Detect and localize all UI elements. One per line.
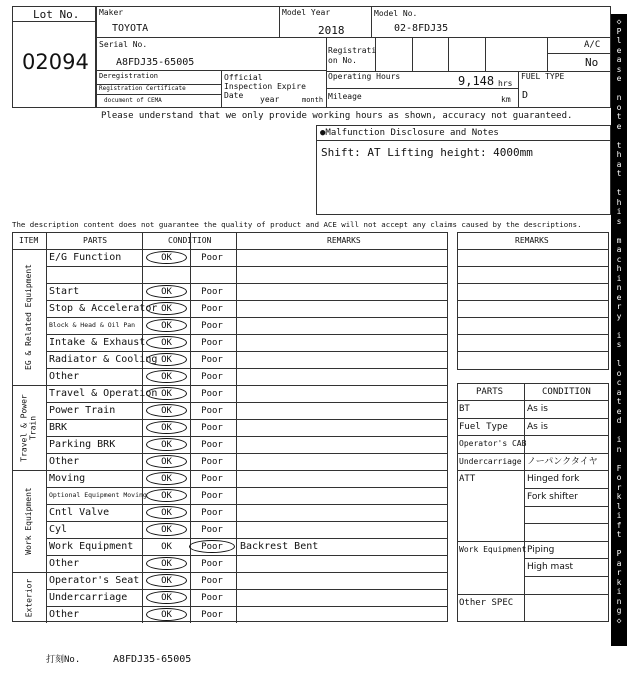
lot-label: Lot No. xyxy=(33,8,80,21)
right-part-label: Operator's CAB xyxy=(459,439,527,449)
sidebar-char: i xyxy=(616,511,622,520)
model-no-label: Model No. xyxy=(374,9,418,18)
sidebar-char: i xyxy=(616,587,622,596)
ok-option[interactable]: OK xyxy=(146,608,187,621)
part-label: Intake & Exhaust xyxy=(49,337,146,348)
sidebar-char: l xyxy=(616,359,622,368)
sidebar-char: a xyxy=(616,245,622,254)
group-label: EG & Related Equipment xyxy=(23,264,33,370)
ok-option[interactable]: OK xyxy=(146,489,187,502)
poor-option[interactable]: Poor xyxy=(201,507,223,518)
ok-option[interactable]: OK xyxy=(146,387,187,400)
part-label: Power Train xyxy=(49,405,116,416)
malfunction-title: ●Malfunction Disclosure and Notes xyxy=(320,128,499,138)
sidebar-char: a xyxy=(616,387,622,397)
part-label: Parking BRK xyxy=(49,439,116,450)
part-label: Travel & Operation xyxy=(49,388,158,399)
stamp-value: A8FDJ35-65005 xyxy=(113,654,192,665)
poor-option[interactable]: Poor xyxy=(201,286,223,297)
part-label: Undercarriage xyxy=(49,592,128,603)
sidebar-char: n xyxy=(616,444,622,454)
group-label: Exterior xyxy=(23,578,33,617)
ok-option[interactable]: OK xyxy=(146,285,187,298)
sidebar-char: t xyxy=(616,530,622,539)
poor-option[interactable]: Poor xyxy=(201,337,223,348)
poor-option[interactable]: Poor xyxy=(189,540,235,553)
sidebar-char: l xyxy=(616,501,622,511)
model-year-value: 2018 xyxy=(318,24,345,37)
part-label: Stop & Accelerator xyxy=(49,303,158,314)
sidebar-char: t xyxy=(616,188,622,197)
right-part-label: ATT xyxy=(459,474,476,485)
month-label: month xyxy=(302,96,324,104)
inspection-expire-label: Official Inspection Expire Date xyxy=(224,73,306,101)
sidebar-char: c xyxy=(616,378,622,387)
right-condition-value: Fork shifter xyxy=(527,492,578,502)
ok-option[interactable]: OK xyxy=(146,523,187,536)
right-condition-value: High mast xyxy=(527,562,574,573)
poor-option[interactable]: Poor xyxy=(201,422,223,433)
poor-option[interactable]: Poor xyxy=(201,592,223,603)
malfunction-box xyxy=(316,125,611,215)
sidebar-char: c xyxy=(616,254,622,264)
fuel-type-label: FUEL TYPE xyxy=(521,72,565,81)
ok-option[interactable]: OK xyxy=(146,557,187,570)
sidebar-char: e xyxy=(616,292,622,302)
poor-option[interactable]: Poor xyxy=(201,558,223,569)
condition-header: CONDITION xyxy=(168,236,212,245)
part-label: Other xyxy=(49,558,80,569)
sidebar-char: e xyxy=(616,121,622,131)
poor-option[interactable]: Poor xyxy=(201,252,223,263)
ok-option[interactable]: OK xyxy=(146,455,187,468)
sidebar-char: F xyxy=(616,463,622,473)
sidebar-char: h xyxy=(616,264,622,273)
sidebar-char: s xyxy=(616,64,622,74)
poor-option[interactable]: Poor xyxy=(201,439,223,450)
part-label: E/G Function xyxy=(49,252,122,263)
sidebar-char: e xyxy=(616,74,622,83)
sidebar-char: e xyxy=(616,45,622,55)
ok-option[interactable]: OK xyxy=(146,591,187,604)
fuel-type-value: D xyxy=(522,90,529,101)
part-label: Start xyxy=(49,286,80,297)
right-condition-value: ノーパンクタイヤ xyxy=(527,456,598,467)
location-sidebar xyxy=(611,14,627,646)
poor-option[interactable]: Poor xyxy=(201,473,223,484)
deregistration-label: Deregistration xyxy=(99,72,159,80)
hrs-unit: hrs xyxy=(498,79,513,88)
sidebar-char: h xyxy=(616,197,622,207)
lot-number: 02094 xyxy=(22,50,89,74)
group-label: Travel & Power Train xyxy=(19,393,37,462)
part-label: Operator's Seat xyxy=(49,575,140,586)
sidebar-char: m xyxy=(616,235,622,245)
serial-label: Serial No. xyxy=(99,40,148,49)
sidebar-char: a xyxy=(616,159,622,169)
part-label: Other xyxy=(49,371,80,382)
right-part-label: Fuel Type xyxy=(459,421,508,432)
sidebar-char: n xyxy=(616,93,622,102)
poor-option[interactable]: Poor xyxy=(201,524,223,535)
poor-option[interactable]: Poor xyxy=(201,388,223,399)
ok-option[interactable]: OK xyxy=(161,541,172,552)
sidebar-char: i xyxy=(616,207,622,216)
stamp-label: 打刻No. xyxy=(46,655,81,665)
ok-option[interactable]: OK xyxy=(146,319,187,332)
sidebar-char: k xyxy=(616,492,622,501)
sidebar-char: f xyxy=(616,520,622,530)
sidebar-char: g xyxy=(616,606,622,615)
maker-value: TOYOTA xyxy=(112,23,149,34)
sidebar-char: y xyxy=(616,311,622,321)
diamond-icon: ◇ xyxy=(616,17,622,26)
right-remarks-header: REMARKS xyxy=(515,236,549,245)
ok-option[interactable]: OK xyxy=(146,353,187,366)
ok-option[interactable]: OK xyxy=(146,438,187,451)
sidebar-char: h xyxy=(616,150,622,159)
sidebar-char: n xyxy=(616,283,622,292)
right-part-label: BT xyxy=(459,404,470,414)
registration-label: Registrati on No. xyxy=(328,46,377,65)
ok-option[interactable]: OK xyxy=(146,506,187,519)
sidebar-char: d xyxy=(616,416,622,425)
group-label: Work Equipment xyxy=(23,487,33,555)
sidebar-char: r xyxy=(616,568,622,577)
part-label: Other xyxy=(49,609,80,620)
part-label: Cyl xyxy=(49,524,68,535)
sidebar-char: s xyxy=(616,216,622,226)
poor-option[interactable]: Poor xyxy=(201,609,223,620)
part-label: BRK xyxy=(49,422,68,433)
quality-disclaimer: The description content does not guarantee the quality of product and ACE will not accept any claims caused by the descriptions. xyxy=(12,220,582,229)
right-part-label: Other SPEC xyxy=(459,597,514,608)
registration-certificate-label: Registration Certificate xyxy=(99,85,186,92)
part-label: Moving xyxy=(49,473,86,484)
right-condition-value: Piping xyxy=(527,544,555,555)
sidebar-char: o xyxy=(616,102,622,112)
ac-value: No xyxy=(585,56,599,69)
poor-option[interactable]: Poor xyxy=(201,354,223,365)
poor-option[interactable]: Poor xyxy=(201,405,223,416)
operating-hours-value: 9,148 xyxy=(458,74,495,88)
sidebar-char: s xyxy=(616,340,622,349)
ok-option[interactable]: OK xyxy=(146,251,187,264)
sidebar-char: i xyxy=(616,435,622,444)
sidebar-char: t xyxy=(616,112,622,121)
sidebar-char: n xyxy=(616,596,622,606)
diamond-icon: ◇ xyxy=(616,615,622,625)
poor-option[interactable]: Poor xyxy=(201,371,223,382)
ok-option[interactable]: OK xyxy=(146,404,187,417)
right-condition-header: CONDITION xyxy=(542,387,591,397)
right-condition-value: As is xyxy=(527,421,548,432)
right-parts-table xyxy=(457,383,609,622)
operating-hours-label: Operating Hours xyxy=(328,72,401,81)
model-year-label: Model Year xyxy=(282,8,331,17)
sidebar-char: i xyxy=(616,273,622,283)
mileage-label: Mileage xyxy=(328,92,362,101)
poor-option[interactable]: Poor xyxy=(201,575,223,586)
poor-option[interactable]: Poor xyxy=(201,320,223,331)
ac-label: A/C xyxy=(584,40,601,50)
working-hours-notice: Please understand that we only provide working hours as shown, accuracy not guaranteed. xyxy=(101,111,573,121)
sidebar-char: a xyxy=(616,558,622,568)
ok-option[interactable]: OK xyxy=(146,421,187,434)
part-label: Work Equipment xyxy=(49,541,134,552)
ok-option[interactable]: OK xyxy=(146,370,187,383)
part-label: Cntl Valve xyxy=(49,507,110,518)
sidebar-char: t xyxy=(616,140,622,150)
ok-option[interactable]: OK xyxy=(146,472,187,485)
part-label: Block & Head & Oil Pan xyxy=(49,321,136,329)
sidebar-char: P xyxy=(616,26,622,36)
sidebar-char: r xyxy=(616,482,622,492)
right-condition-value: As is xyxy=(527,404,548,414)
item-header: ITEM xyxy=(19,236,39,245)
sidebar-char: e xyxy=(616,406,622,416)
poor-option[interactable]: Poor xyxy=(201,456,223,467)
sidebar-char: t xyxy=(616,397,622,406)
ok-option[interactable]: OK xyxy=(146,336,187,349)
serial-value: A8FDJ35-65005 xyxy=(116,57,195,68)
year-label: year xyxy=(260,95,280,104)
right-part-label: Undercarriage xyxy=(459,456,522,466)
model-no-value: 02-8FDJ35 xyxy=(394,23,449,34)
cema-document-label: document of CEMA xyxy=(104,97,162,104)
part-label: Optional Equipment Moving xyxy=(49,491,147,499)
right-parts-header: PARTS xyxy=(476,387,504,397)
sidebar-char: r xyxy=(616,302,622,311)
sidebar-char: l xyxy=(616,36,622,45)
right-part-label: Work Equipment xyxy=(459,544,527,554)
km-unit: km xyxy=(501,95,511,104)
sidebar-char: a xyxy=(616,55,622,64)
part-label: Other xyxy=(49,456,80,467)
poor-option[interactable]: Poor xyxy=(201,490,223,501)
sidebar-char: o xyxy=(616,368,622,378)
parts-header: PARTS xyxy=(83,236,108,245)
sidebar-char: P xyxy=(616,549,622,558)
malfunction-note: Shift: AT Lifting height: 4000mm xyxy=(321,146,533,159)
remarks-header: REMARKS xyxy=(327,236,361,245)
sidebar-char: i xyxy=(616,330,622,340)
right-remarks-box xyxy=(457,232,609,370)
poor-option[interactable]: Poor xyxy=(201,303,223,314)
right-condition-value: Hinged fork xyxy=(527,474,580,485)
part-label: Radiator & Cooling xyxy=(49,354,158,365)
ok-option[interactable]: OK xyxy=(146,302,187,315)
sidebar-char: t xyxy=(616,169,622,178)
ok-option[interactable]: OK xyxy=(146,574,187,587)
maker-label: Maker xyxy=(99,8,124,17)
sidebar-char: o xyxy=(616,473,622,482)
sidebar-char: k xyxy=(616,577,622,587)
remark-text: Backrest Bent xyxy=(240,541,319,552)
